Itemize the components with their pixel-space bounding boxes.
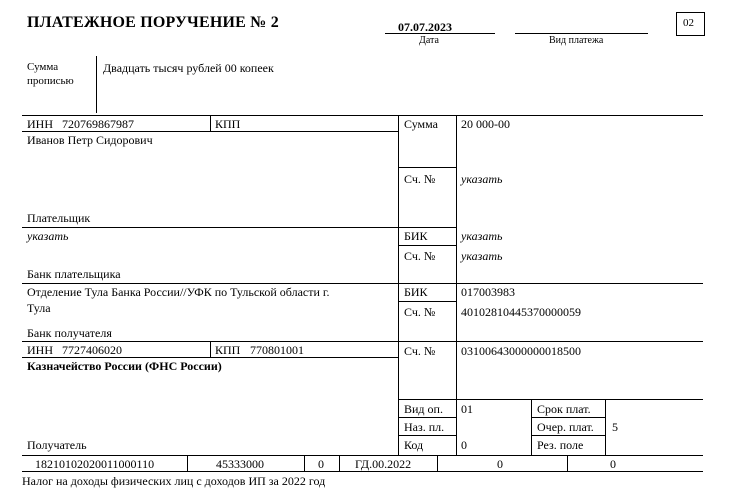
recipient-inn: 7727406020 — [62, 343, 122, 357]
vid-op-label: Вид оп. — [404, 402, 443, 416]
amount-in-words: Двадцать тысяч рублей 00 копеек — [103, 61, 274, 75]
date-underline — [385, 33, 495, 34]
payer-acc-label: Сч. № — [404, 172, 436, 186]
recipient-acc-line — [398, 399, 703, 400]
doc-number: 0 — [497, 457, 503, 471]
recipient-name: Казначейство России (ФНС России) — [27, 359, 222, 373]
recipient-bank-acc: 40102810445370000059 — [461, 305, 581, 319]
payer-line — [22, 227, 398, 228]
date-label: Дата — [419, 35, 439, 46]
recipient-line — [22, 455, 703, 456]
payer-bank-acc: указать — [461, 249, 503, 263]
recipient-bik-line — [398, 301, 456, 302]
doc-date: 0 — [610, 457, 616, 471]
budget-divider-2 — [304, 455, 305, 471]
recipient-inn-label: ИНН — [27, 343, 53, 357]
sum-label: Сумма — [404, 117, 438, 131]
rez-label: Рез. поле — [537, 438, 584, 452]
document-title: ПЛАТЕЖНОЕ ПОРУЧЕНИЕ № 2 — [27, 14, 279, 31]
codes-divider-1 — [531, 399, 532, 455]
vid-op-line — [398, 417, 456, 418]
payer-kpp-divider — [210, 115, 211, 131]
codes-divider-2 — [605, 399, 606, 455]
budget-divider-5 — [567, 455, 568, 471]
kbk: 18210102020011000110 — [35, 457, 155, 471]
recipient-bik-label: БИК — [404, 285, 428, 299]
recipient-kpp: 770801001 — [250, 343, 304, 357]
payer-acc: указать — [461, 172, 503, 186]
payer-acc-line — [398, 227, 456, 228]
payer-bank-label: Банк плательщика — [27, 267, 121, 281]
payer-inn-label: ИНН — [27, 117, 53, 131]
payer-bik-label: БИК — [404, 229, 428, 243]
payment-purpose: Налог на доходы физических лиц с доходов ИП за 2022 год — [22, 474, 326, 488]
amount-words-divider — [96, 56, 97, 113]
payment-type-underline — [515, 33, 648, 34]
tax-period: ГД.00.2022 — [355, 457, 412, 471]
recipient-label: Получатель — [27, 438, 87, 452]
payer-label: Плательщик — [27, 211, 91, 225]
srok-label: Срок плат. — [537, 402, 591, 416]
payer-bank-line — [22, 283, 398, 284]
ocher-line — [531, 435, 605, 436]
kod-label: Код — [404, 438, 424, 452]
budget-divider-1 — [187, 455, 188, 471]
amount-words-label-2: прописью — [27, 75, 74, 87]
payer-bank-acc-label: Сч. № — [404, 249, 436, 263]
vid-op-value: 01 — [461, 402, 473, 416]
ocher-value: 5 — [612, 420, 618, 434]
recipient-acc: 03100643000000018500 — [461, 344, 581, 358]
srok-line — [531, 417, 605, 418]
payer-bank-acc-line — [398, 283, 703, 284]
budget-divider-3 — [339, 455, 340, 471]
payer-name: Иванов Петр Сидорович — [27, 133, 153, 147]
recipient-kpp-label: КПП — [215, 343, 241, 357]
payment-type-label: Вид платежа — [549, 35, 604, 46]
form-code: 02 — [683, 17, 694, 29]
payment-basis: 0 — [318, 457, 324, 471]
recipient-bank-line1: Отделение Тула Банка России//УФК по Тульской области г. — [27, 285, 330, 299]
recipient-bik: 017003983 — [461, 285, 515, 299]
sum-line — [398, 167, 456, 168]
recipient-bank-acc-line — [398, 341, 703, 342]
naz-pl-line — [398, 435, 456, 436]
column-divider-left — [398, 115, 399, 455]
sum-value: 20 000-00 — [461, 117, 510, 131]
column-divider-right — [456, 115, 457, 455]
main-top-line — [22, 115, 703, 116]
payer-kpp-label: КПП — [215, 117, 241, 131]
payer-bik-line — [398, 245, 456, 246]
payment-date: 07.07.2023 — [398, 20, 452, 34]
recipient-kpp-divider — [210, 341, 211, 357]
recipient-bank-line2: Тула — [27, 301, 51, 315]
recipient-bank-label: Банк получателя — [27, 326, 112, 340]
recipient-bank-acc-label: Сч. № — [404, 305, 436, 319]
budget-divider-4 — [437, 455, 438, 471]
naz-pl-label: Наз. пл. — [404, 420, 445, 434]
amount-words-label-1: Сумма — [27, 61, 59, 73]
payer-bank: указать — [27, 229, 69, 243]
ocher-label: Очер. плат. — [537, 420, 594, 434]
kod-value: 0 — [461, 438, 467, 452]
payer-inn: 720769867987 — [62, 117, 134, 131]
recipient-acc-label: Сч. № — [404, 344, 436, 358]
payer-bik: указать — [461, 229, 503, 243]
oktmo: 45333000 — [216, 457, 264, 471]
